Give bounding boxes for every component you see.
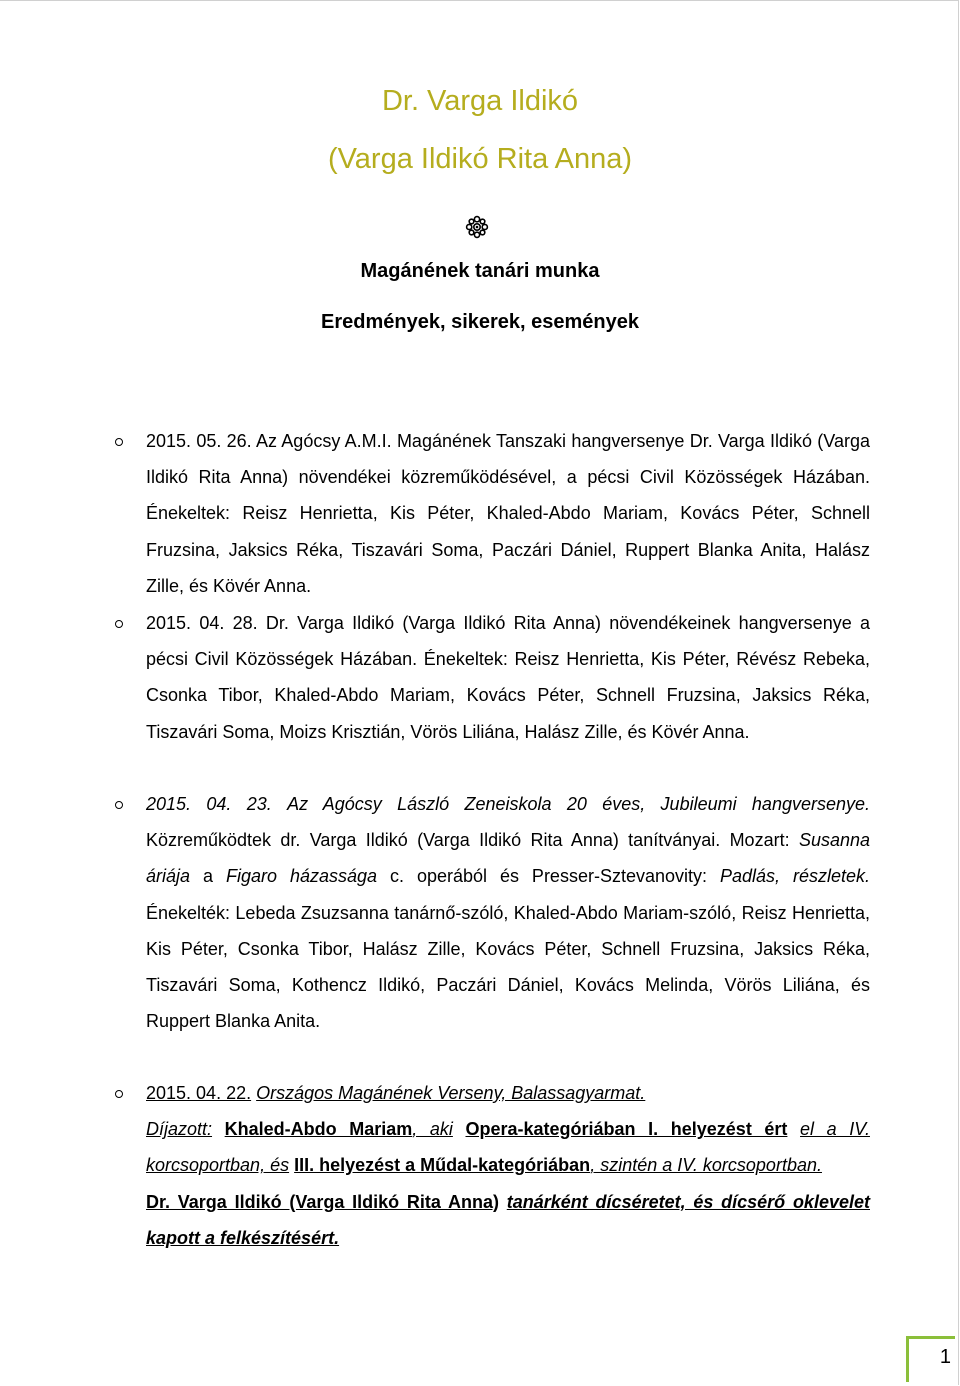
award-text: , aki [412,1119,453,1140]
flower-ornament-icon [465,215,489,239]
award-text: , szintén a IV. korcsoportban. [590,1155,822,1176]
award-category: Opera-kategóriában I. helyezést ért [465,1119,788,1140]
work-title: Padlás, részletek. [719,866,870,887]
page-number-border [906,1336,909,1382]
bullet-icon [115,801,123,809]
bullet-icon [115,1090,123,1098]
item-text: 2015. 04. 28. Dr. Varga Ildikó (Varga Ildikó Rita Anna) növendékeinek hangversenye a pécsi Civil Közösségek Házában. Énekeltek: Reisz Henrietta, Kis Péter, Révész Rebeka, Csonka Tibor, Khaled-Abdo Mariam, Kovács Péter, Schnell Fruzsina, Jaksics Réka, Tiszavári Soma, Moizs Krisztián, Vörös Liliána, Halász Zille, és Kövér Anna. [146,613,870,742]
list-item [146,1075,870,1256]
section-subheading: Eredmények, sikerek, események [321,311,639,333]
item-date: 2015. 04. 23. [146,794,272,814]
item-event: Az Agócsy László Zeneiskola 20 éves, Jubileumi hangversenye. [287,794,870,814]
section-heading: Magánének tanári munka [360,260,600,282]
award-label: Díjazott: [146,1119,213,1140]
award-winner: Khaled-Abdo Mariam [224,1119,413,1140]
item-date: 2015. 04. 22. [146,1083,252,1103]
list-item [146,423,870,604]
bullet-icon [115,438,123,446]
teacher-name: Dr. Varga Ildikó (Varga Ildikó Rita Anna) [146,1191,499,1212]
award-category: III. helyezést a Műdal-kategóriában [294,1155,591,1176]
teacher-award: tanárként dícséretet, és dícsérő oklevelet kapott a felkészítésért. [146,1191,870,1248]
list-item [146,605,870,750]
aria-title: Susanna áriája [146,830,870,887]
bullet-icon [115,620,123,628]
page-number-box [906,1336,955,1382]
opera-title: Figaro házassága [225,866,378,887]
page-number-border [906,1336,955,1339]
author-full-name: (Varga Ildikó Rita Anna) [327,143,633,175]
item-text: Közreműködtek dr. Varga Ildikó (Varga Ildikó Rita Anna) tanítványai. Mozart: [146,830,790,851]
item-text: Énekelték: Lebeda Zsuzsanna tanárnő-szóló, Khaled-Abdo Mariam-szóló, Reisz Henrietta, Kis Péter, Csonka Tibor, Halász Zille, Kovács Péter, Schnell Fruzsina, Jaksics Réka, Tiszavári Soma, Kothencz Ildikó, Paczári Dániel, Kovács Melinda, Vörös Liliána, és Ruppert Blanka Anita. [146,902,870,1032]
list-item [146,786,870,1039]
item-text: 2015. 05. 26. Az Agócsy A.M.I. Magánének Tanszaki hangversenye Dr. Varga Ildikó (Varga Ildikó Rita Anna) növendékei közreműködésével, a pécsi Civil Közösségek Házában. Énekeltek: Reisz Henrietta, Kis Péter, Khaled-Abdo Mariam, Kovács Péter, Schnell Fruzsina, Jaksics Réka, Tiszavári Soma, Paczári Dániel, Ruppert Blanka Anita, Halász Zille, és Kövér Anna. [146,431,870,596]
item-text: c. operából és Presser-Sztevanovity: [390,866,707,887]
page-number: 1 [939,1346,951,1368]
item-text: a [203,866,214,887]
item-event: Országos Magánének Verseny, Balassagyarmat. [256,1083,646,1103]
award-text: el a IV. korcsoportban, és [146,1119,870,1176]
author-title: Dr. Varga Ildikó [381,85,579,117]
